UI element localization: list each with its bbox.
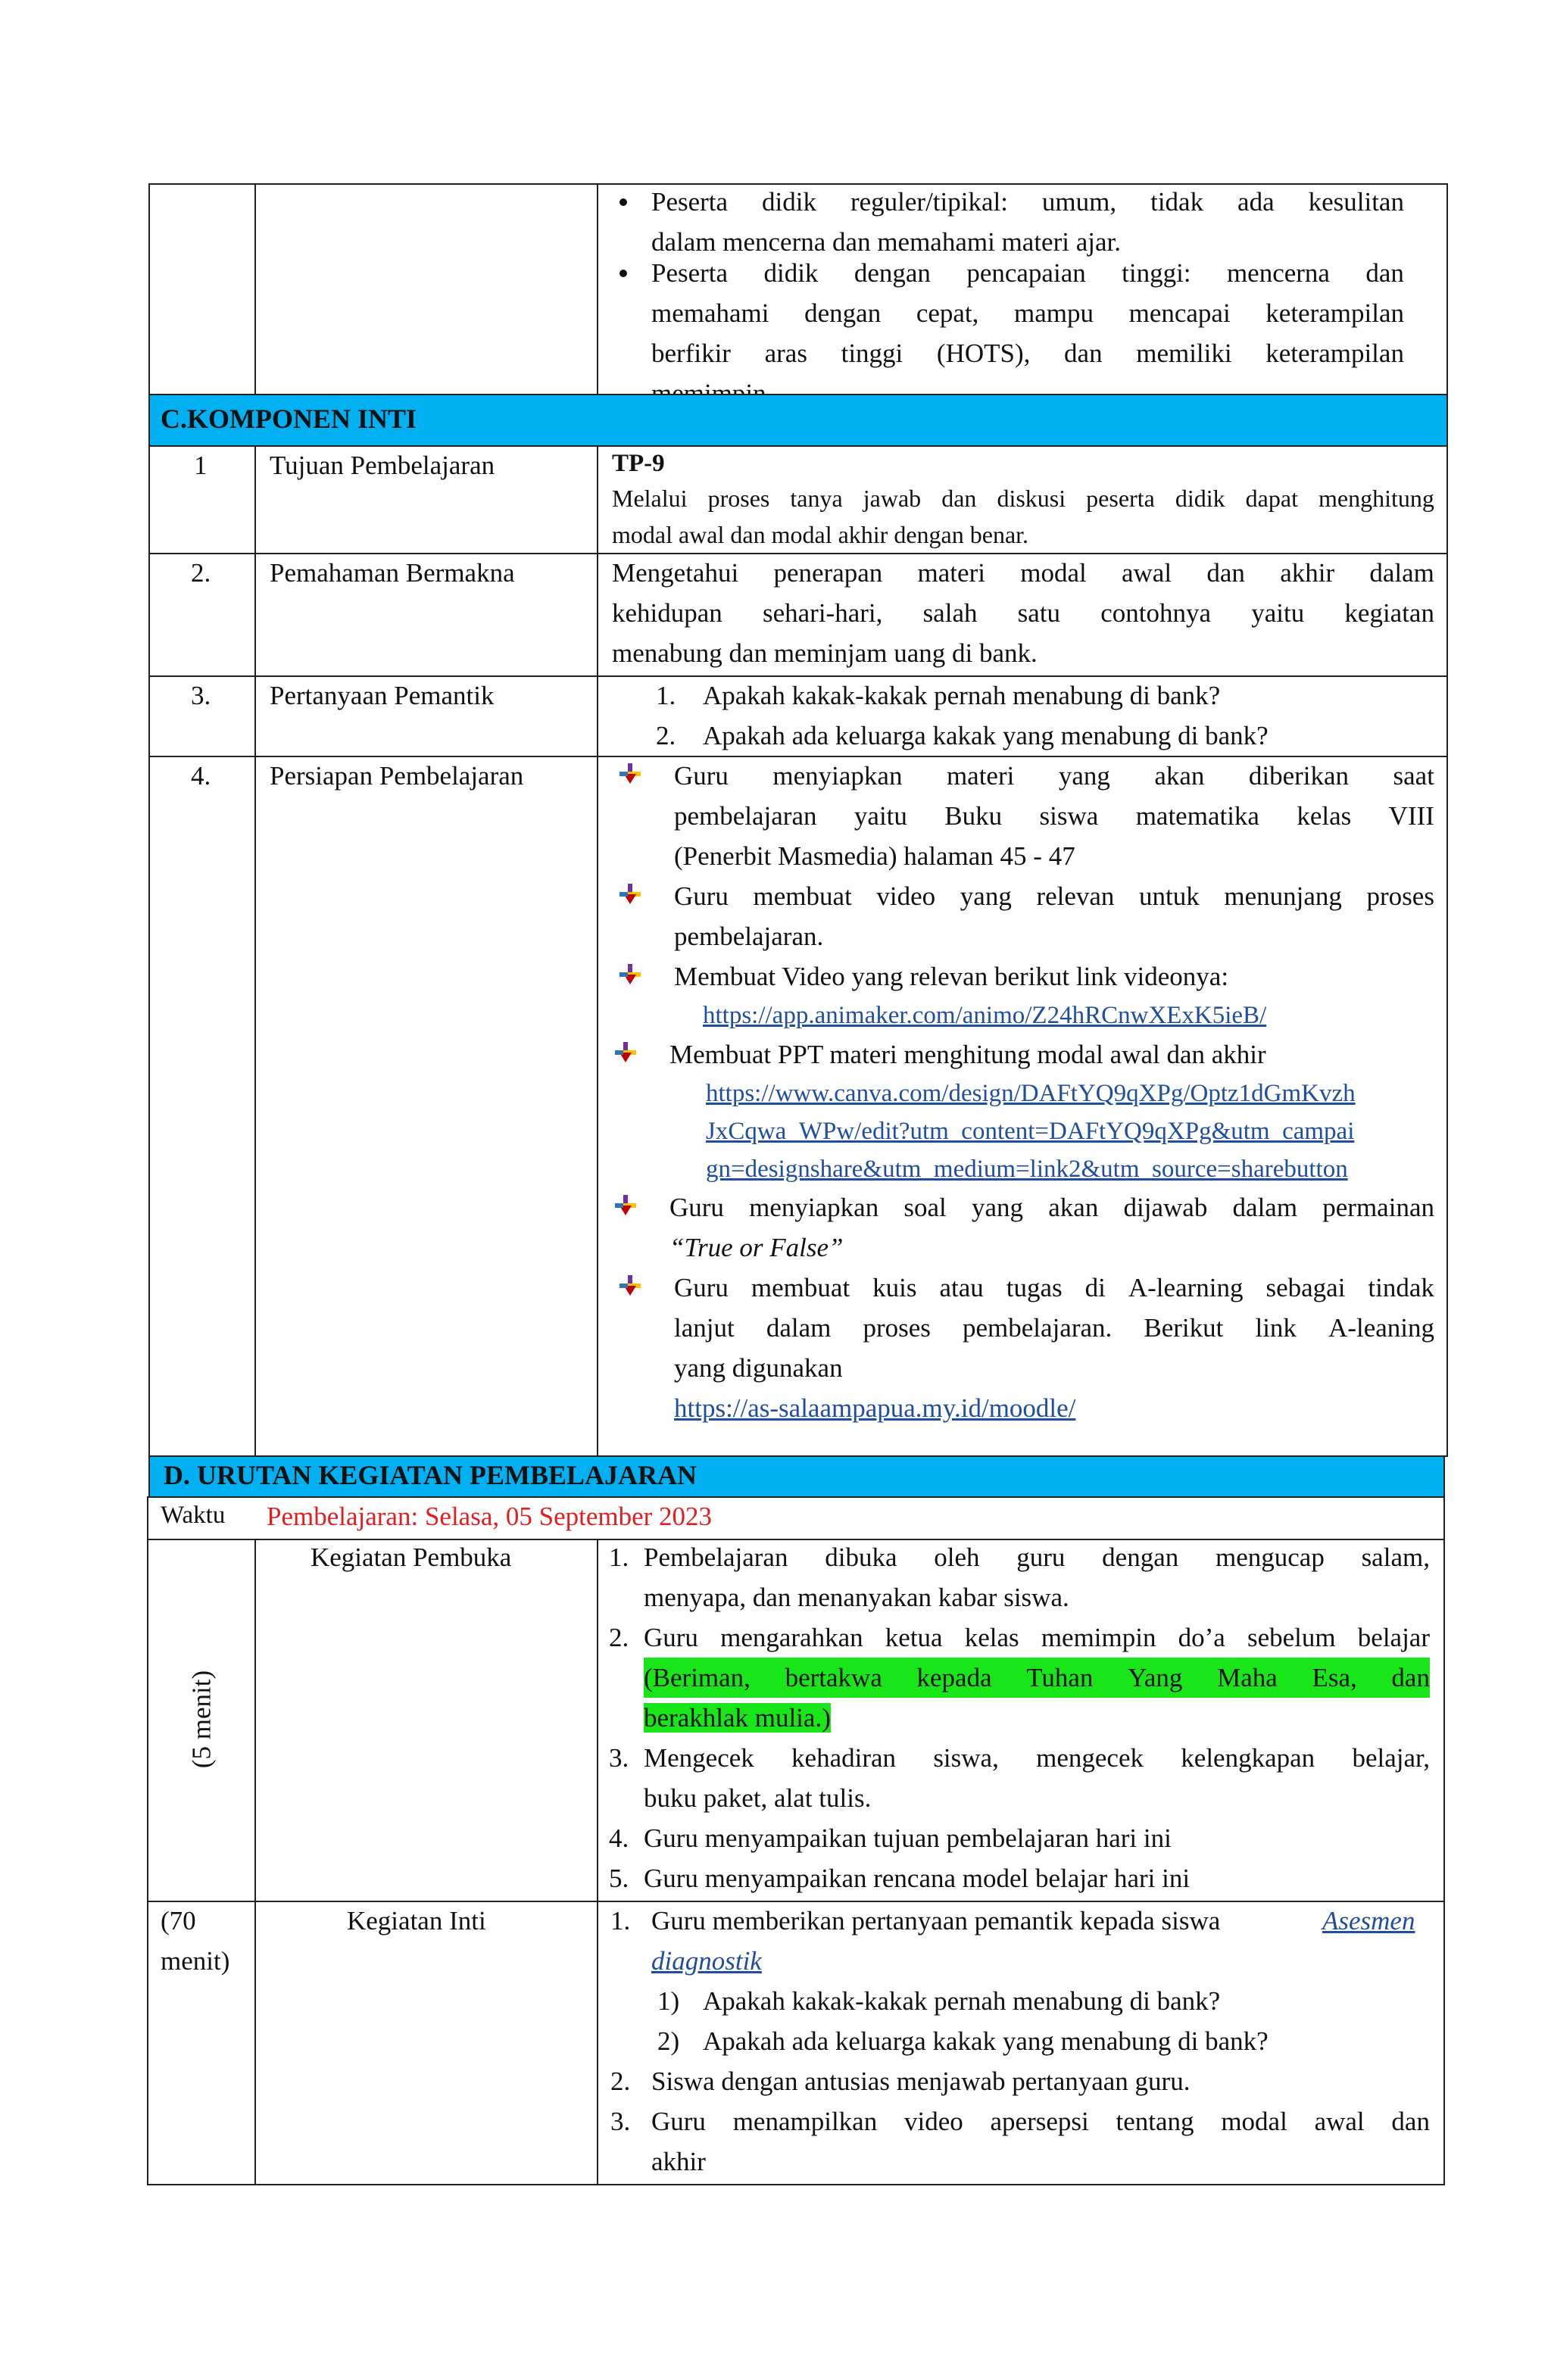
prep-item-b <box>674 876 1434 956</box>
word: aras <box>764 338 807 368</box>
word: modal <box>1221 2107 1287 2136</box>
word: kepada <box>916 1663 992 1692</box>
list-number: 2. <box>609 1623 629 1652</box>
text-line: buku paket, alat tulis. <box>644 1783 872 1813</box>
animaker-link[interactable]: https://app.animaker.com/animo/Z24hRCnwXExK5ieB/ <box>703 1002 1267 1029</box>
word: awal <box>1314 2107 1365 2136</box>
word: didik <box>1175 485 1225 512</box>
word: proses <box>863 1313 931 1343</box>
word: memimpin <box>1041 1623 1156 1652</box>
word: Pembelajaran <box>644 1542 788 1572</box>
word: saat <box>1393 761 1434 791</box>
text-line <box>644 1698 1430 1738</box>
word: reguler/tipikal: <box>850 187 1008 217</box>
word: salah <box>922 598 978 628</box>
word: dan <box>1206 558 1245 588</box>
inti-question-1: Apakah kakak-kakak pernah menabung di bank? <box>703 1986 1221 2016</box>
word: memiliki <box>1136 338 1232 368</box>
text-line: dalam mencerna dan memahami materi ajar. <box>651 227 1121 257</box>
word: Guru <box>674 761 729 791</box>
word: mengarahkan <box>720 1623 863 1652</box>
section-d-title: D. URUTAN KEGIATAN PEMBELAJARAN <box>164 1460 697 1490</box>
inti-duration-line-2: menit) <box>161 1946 230 1976</box>
word: belajar <box>1357 1623 1430 1652</box>
word: menyiapkan <box>749 1193 879 1222</box>
word: yang <box>972 1193 1024 1222</box>
word: tinggi: <box>1122 258 1191 288</box>
row-number: 1 <box>194 451 208 480</box>
pembuka-duration: (5 menit) <box>186 1670 217 1769</box>
word: proses <box>1366 881 1434 911</box>
word: bertakwa <box>785 1663 882 1692</box>
word: link <box>1255 1313 1297 1343</box>
tp-code: TP-9 <box>612 450 665 477</box>
word: menunjang <box>1224 881 1342 911</box>
word: Mengetahui <box>612 558 739 588</box>
word: kelengkapan <box>1181 1743 1315 1773</box>
prep-item-d: Membuat PPT materi menghitung modal awal dan akhir <box>669 1040 1266 1069</box>
justified-line <box>644 1738 1430 1778</box>
bullet-high <box>651 253 1404 413</box>
arrow-bullet-icon <box>615 1195 636 1216</box>
word: tinggi <box>841 338 903 368</box>
word: akan <box>1048 1193 1099 1222</box>
word: dan <box>1391 2107 1430 2136</box>
pembuka-label: Kegiatan Pembuka <box>311 1542 512 1572</box>
bullet-icon <box>619 270 627 277</box>
word: (Beriman, <box>644 1663 751 1692</box>
word: cepat, <box>916 298 979 328</box>
word: yaitu <box>854 801 907 831</box>
text-line: akhir <box>651 2147 706 2176</box>
word: ketua <box>885 1623 943 1652</box>
row-label: Persiapan Pembelajaran <box>270 761 524 791</box>
word: permainan <box>1322 1193 1434 1222</box>
word: umum, <box>1041 187 1117 217</box>
moodle-link[interactable]: https://as-salaampapua.my.id/moodle/ <box>674 1393 1076 1423</box>
word: untuk <box>1139 881 1200 911</box>
justified-line <box>674 876 1434 916</box>
word: materi <box>946 761 1015 791</box>
sub-number: 1) <box>657 1986 680 2016</box>
word: mengucap <box>1215 1542 1325 1572</box>
word: (HOTS), <box>936 338 1031 368</box>
word: pembelajaran. <box>963 1313 1113 1343</box>
word: materi <box>917 558 985 588</box>
justified-line <box>674 1268 1434 1308</box>
word: sehari-hari, <box>762 598 883 628</box>
waktu-label: Waktu <box>161 1502 226 1529</box>
word: contohnya <box>1100 598 1212 628</box>
word: satu <box>1017 598 1061 628</box>
canva-link-line-2[interactable]: JxCqwa_WPw/edit?utm_content=DAFtYQ9qXPg&utm_campai <box>706 1118 1355 1145</box>
word: dengan <box>1102 1542 1179 1572</box>
word: keterampilan <box>1265 338 1404 368</box>
justified-line <box>674 796 1434 836</box>
word: jawab <box>863 485 922 512</box>
word: mencapai <box>1128 298 1231 328</box>
word: dengan <box>804 298 882 328</box>
word: diberikan <box>1248 761 1350 791</box>
list-number: 4. <box>609 1823 629 1853</box>
row-label: Tujuan Pembelajaran <box>270 451 495 480</box>
word: keterampilan <box>1265 298 1404 328</box>
word: Guru <box>644 1623 698 1652</box>
row-number: 4. <box>191 761 211 791</box>
inti-label: Kegiatan Inti <box>347 1906 486 1936</box>
word: relevan <box>1036 881 1115 911</box>
arrow-bullet-icon <box>615 1042 636 1063</box>
word: yang <box>960 881 1012 911</box>
word: yaitu <box>1251 598 1305 628</box>
word: Tuhan <box>1026 1663 1094 1692</box>
inti-question-2: Apakah ada keluarga kakak yang menabung di bank? <box>703 2026 1269 2056</box>
top-label-cell <box>254 183 598 395</box>
word: soal <box>903 1193 947 1222</box>
arrow-bullet-icon <box>619 763 641 784</box>
canva-link-line-1[interactable]: https://www.canva.com/design/DAFtYQ9qXPg/Optz1dGmKvzh <box>706 1080 1356 1107</box>
word: akhir <box>1280 558 1335 588</box>
section-c-title: C.KOMPONEN INTI <box>161 404 417 434</box>
pembuka-step-1 <box>644 1537 1430 1617</box>
word: penerapan <box>773 558 883 588</box>
word: pembelajaran <box>674 801 817 831</box>
question-2: Apakah ada keluarga kakak yang menabung di bank? <box>703 721 1269 750</box>
list-number: 1. <box>610 1906 631 1936</box>
word: yang <box>1058 761 1110 791</box>
row-label: Pemahaman Bermakna <box>270 558 515 588</box>
word: dalam <box>766 1313 832 1343</box>
word: kegiatan <box>1344 598 1434 628</box>
word: Guru <box>674 881 729 911</box>
word: dibuka <box>825 1542 897 1572</box>
prep-item-f <box>674 1268 1434 1388</box>
prep-item-a <box>674 756 1434 876</box>
sub-number: 2) <box>657 2026 680 2056</box>
word: mencerna <box>1226 258 1330 288</box>
justified-line <box>644 1617 1430 1658</box>
word: belajar, <box>1352 1743 1430 1773</box>
row-number: 2. <box>191 558 211 588</box>
text-line: pembelajaran. <box>674 922 824 951</box>
list-number: 2. <box>610 2067 631 2096</box>
word: kelas <box>1297 801 1352 831</box>
word: menyiapkan <box>772 761 903 791</box>
list-number: 2. <box>656 721 676 750</box>
justified-line <box>669 1187 1434 1227</box>
text-line: modal awal dan modal akhir dengan benar. <box>612 521 1029 548</box>
word: kesulitan <box>1308 187 1404 217</box>
word: kelas <box>964 1623 1019 1652</box>
pembuka-step-2 <box>644 1617 1430 1738</box>
word: lanjut <box>674 1313 735 1343</box>
word: berfikir <box>651 338 731 368</box>
word: guru <box>1016 1542 1066 1572</box>
pemahaman-text <box>612 553 1434 673</box>
schedule-date: Pembelajaran: Selasa, 05 September 2023 <box>267 1502 713 1531</box>
justified-line <box>651 333 1404 373</box>
list-number: 1. <box>656 681 676 710</box>
justified-line <box>651 253 1404 293</box>
word: Buku <box>944 801 1003 831</box>
word: sebelum <box>1247 1623 1336 1652</box>
list-number: 1. <box>609 1542 629 1572</box>
word: membuat <box>753 881 852 911</box>
row-number: 3. <box>191 681 211 710</box>
word: siswa <box>1039 801 1099 831</box>
word: mengecek <box>1036 1743 1144 1773</box>
word: oleh <box>934 1542 980 1572</box>
word: ada <box>1237 187 1275 217</box>
arrow-bullet-icon <box>619 964 641 985</box>
word: proses <box>707 485 770 512</box>
word: diskusi <box>997 485 1066 512</box>
word: Esa, <box>1312 1663 1357 1692</box>
pembuka-label-cell <box>254 1539 598 1902</box>
word: peserta <box>1086 485 1155 512</box>
justified-line <box>651 2101 1430 2141</box>
word: dan <box>1391 1663 1430 1692</box>
prep-item-e <box>669 1187 1434 1268</box>
word: dijawab <box>1123 1193 1208 1222</box>
word: dan <box>1365 258 1404 288</box>
word: menampilkan <box>732 2107 878 2136</box>
list-number: 3. <box>609 1743 629 1773</box>
c-row4-label-cell <box>254 756 598 1457</box>
tp-description <box>612 479 1434 551</box>
word: salam, <box>1361 1542 1430 1572</box>
bullet-regular <box>651 182 1404 262</box>
inti-duration-line-1: (70 <box>161 1906 196 1936</box>
justified-line <box>674 1308 1434 1348</box>
top-num-cell <box>148 183 256 395</box>
word: di <box>1084 1273 1106 1302</box>
arrow-bullet-icon <box>619 884 641 905</box>
word: Guru <box>674 1273 729 1302</box>
inti-step-1: Guru memberikan pertanyaan pemantik kepada siswa <box>651 1906 1221 1936</box>
word: membuat <box>751 1273 850 1302</box>
word: Peserta <box>651 187 729 217</box>
word: Melalui <box>612 485 688 512</box>
prep-item-c: Membuat Video yang relevan berikut link videonya: <box>674 962 1229 991</box>
diagnostik-link[interactable]: diagnostik <box>651 1946 762 1976</box>
list-number: 5. <box>609 1864 629 1893</box>
inti-step-3 <box>651 2101 1430 2182</box>
pembuka-step-5: Guru menyampaikan rencana model belajar hari ini <box>644 1864 1191 1893</box>
word: pencapaian <box>966 258 1086 288</box>
word: Mengecek <box>644 1743 754 1773</box>
word: akan <box>1154 761 1205 791</box>
word: video <box>903 2107 963 2136</box>
justified-line <box>674 756 1434 796</box>
word: Maha <box>1217 1663 1278 1692</box>
word: awal <box>1122 558 1172 588</box>
word: Peserta <box>651 258 729 288</box>
justified-line <box>612 479 1434 515</box>
text-line: menabung dan meminjam uang di bank. <box>612 638 1038 668</box>
justified-line <box>644 1537 1430 1577</box>
row-label: Pertanyaan Pemantik <box>270 681 495 710</box>
word: apersepsi <box>990 2107 1089 2136</box>
word: Guru <box>651 2107 706 2136</box>
word: modal <box>1020 558 1087 588</box>
word: tidak <box>1150 187 1204 217</box>
word: VIII <box>1388 801 1434 831</box>
list-number: 3. <box>610 2107 631 2136</box>
justified-line <box>651 182 1404 222</box>
canva-link-line-3[interactable]: gn=designshare&utm_medium=link2&utm_source=sharebutton <box>706 1156 1348 1183</box>
text-line: yang digunakan <box>674 1353 843 1383</box>
word: kehadiran <box>791 1743 897 1773</box>
arrow-bullet-icon <box>619 1275 641 1296</box>
inti-step-2: Siswa dengan antusias menjawab pertanyaan guru. <box>651 2067 1191 2096</box>
question-1: Apakah kakak-kakak pernah menabung di bank? <box>703 681 1221 710</box>
word: didik <box>763 258 819 288</box>
inti-label-cell <box>254 1901 598 2185</box>
text-line: “True or False” <box>669 1233 844 1262</box>
word: dan <box>941 485 977 512</box>
word: Berikut <box>1144 1313 1224 1343</box>
word: mampu <box>1014 298 1094 328</box>
word: A-learning <box>1128 1273 1244 1302</box>
word: sebagai <box>1265 1273 1346 1302</box>
word: dan <box>1064 338 1103 368</box>
word: matematika <box>1135 801 1259 831</box>
justified-line <box>612 553 1434 593</box>
word: dalam <box>1232 1193 1298 1222</box>
word: didik <box>762 187 816 217</box>
word: tentang <box>1116 2107 1194 2136</box>
pembuka-step-4: Guru menyampaikan tujuan pembelajaran hari ini <box>644 1823 1172 1853</box>
asesmen-link[interactable]: Asesmen <box>1322 1906 1415 1936</box>
word: video <box>876 881 936 911</box>
text-line: menyapa, dan menanyakan kabar siswa. <box>644 1583 1069 1612</box>
word: dapat <box>1245 485 1298 512</box>
word: tanya <box>790 485 843 512</box>
c-row4-num-cell <box>148 756 256 1457</box>
word: dengan <box>854 258 931 288</box>
highlighted-text: berakhlak mulia.) <box>644 1703 831 1733</box>
word: Yang <box>1128 1663 1183 1692</box>
word: dalam <box>1369 558 1434 588</box>
word: A-leaning <box>1328 1313 1434 1343</box>
word: tugas <box>1006 1273 1063 1302</box>
word: atau <box>939 1273 984 1302</box>
word: menghitung <box>1319 485 1434 512</box>
text-line: (Penerbit Masmedia) halaman 45 - 47 <box>674 841 1075 871</box>
word: memahami <box>651 298 769 328</box>
word: Guru <box>669 1193 724 1222</box>
highlighted-line <box>644 1658 1430 1698</box>
justified-line <box>612 593 1434 633</box>
word: kehidupan <box>612 598 722 628</box>
word: do’a <box>1178 1623 1225 1652</box>
justified-line <box>651 293 1404 333</box>
word: tindak <box>1368 1273 1434 1302</box>
pembuka-step-3 <box>644 1738 1430 1818</box>
word: siswa, <box>933 1743 999 1773</box>
bullet-icon <box>619 198 627 206</box>
word: kuis <box>872 1273 917 1302</box>
